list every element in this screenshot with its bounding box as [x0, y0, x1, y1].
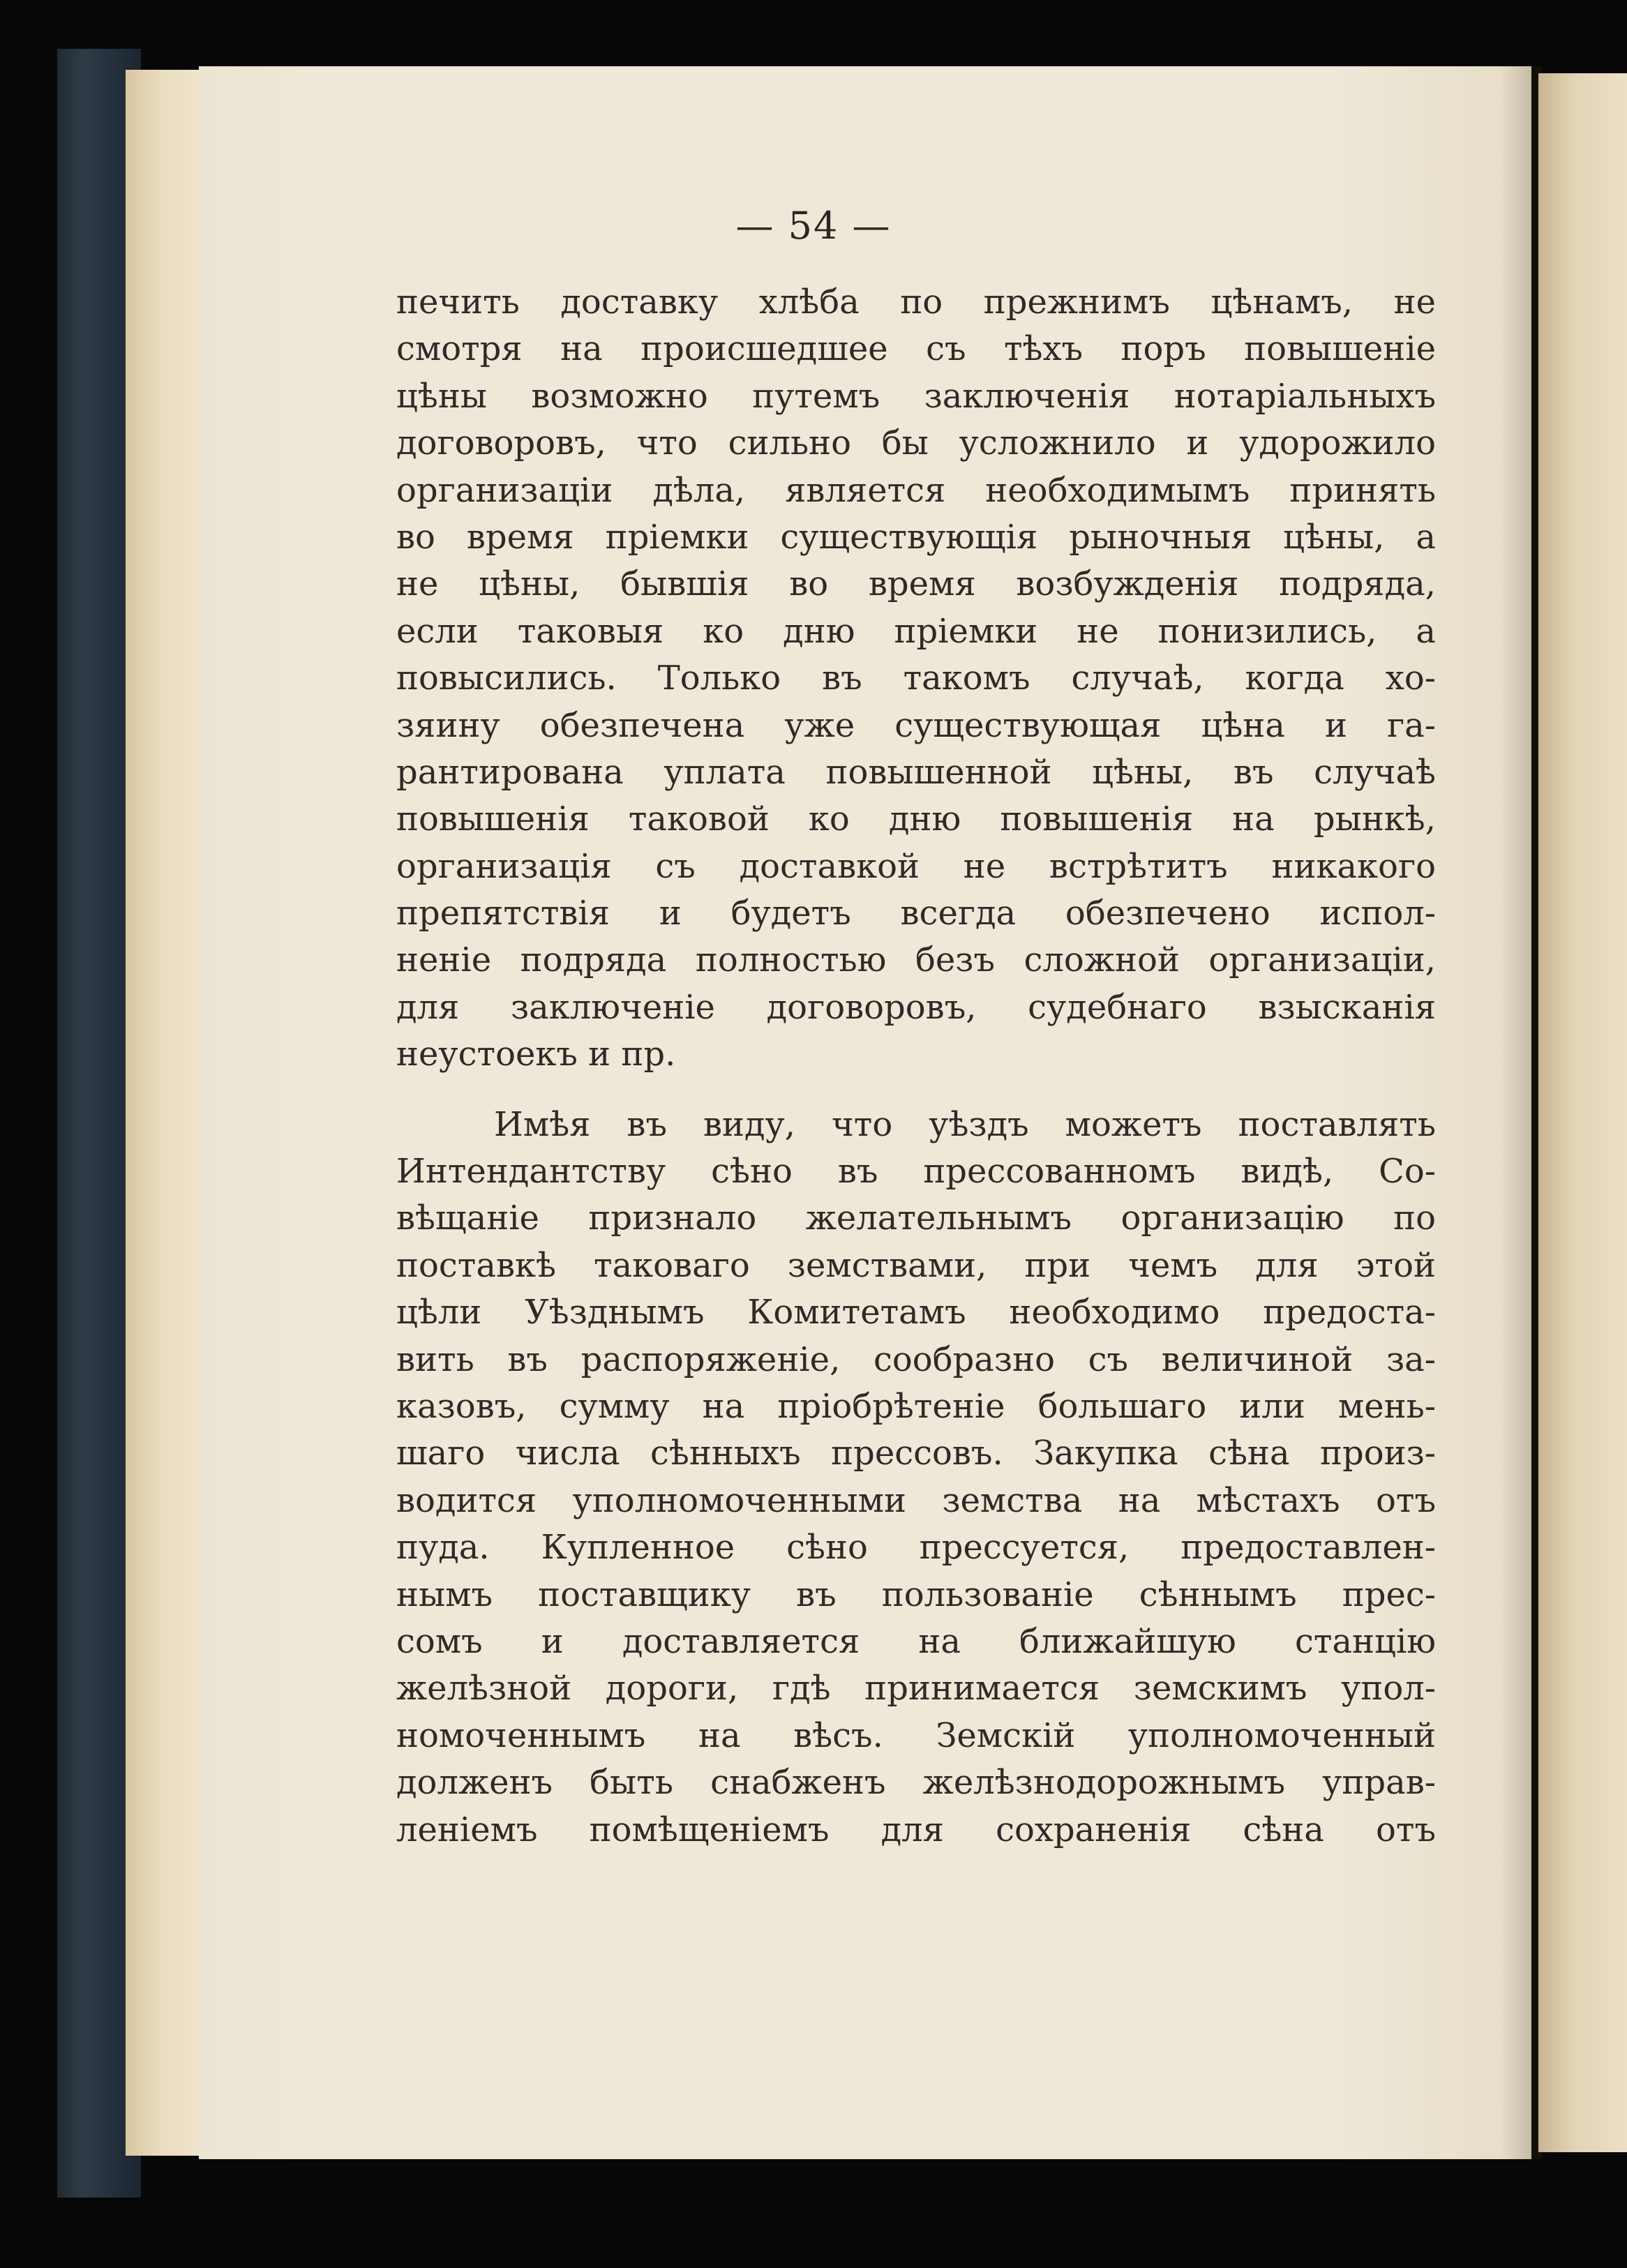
text-line: смотря на происшедшее съ тѣхъ поръ повышеніе: [396, 329, 1436, 369]
text-line: сомъ и доставляется на ближайшую станцію: [396, 1621, 1436, 1661]
text-line: нымъ поставщику въ пользованіе сѣннымъ прес-: [396, 1575, 1436, 1614]
text-line: цѣны возможно путемъ заключенія нотаріальныхъ: [396, 376, 1436, 416]
text-line: неніе подряда полностью безъ сложной организаціи,: [396, 940, 1436, 980]
next-page-edge: [1538, 73, 1627, 2152]
text-line: Интендантству сѣно въ прессованномъ видѣ, Со-: [396, 1152, 1436, 1192]
text-line: поставкѣ таковаго земствами, при чемъ для этой: [396, 1245, 1436, 1285]
text-line: повысились. Только въ такомъ случаѣ, когда хо-: [396, 659, 1436, 698]
text-line: вѣщаніе признало желательнымъ организацію по: [396, 1199, 1436, 1238]
text-line: пуда. Купленное сѣно прессуется, предоставлен-: [396, 1528, 1436, 1568]
text-line: шаго числа сѣнныхъ прессовъ. Закупка сѣна произ-: [396, 1434, 1436, 1473]
text-line: договоровъ, что сильно бы усложнило и удорожило: [396, 423, 1436, 463]
text-line: для заключеніе договоровъ, судебнаго взысканія: [396, 987, 1436, 1027]
text-line: вить въ распоряженіе, сообразно съ величиной за-: [396, 1339, 1436, 1379]
text-line: если таковыя ко дню пріемки не понизились, а: [396, 611, 1436, 651]
text-line: казовъ, сумму на пріобрѣтеніе большаго или мень-: [396, 1386, 1436, 1426]
text-line: долженъ быть снабженъ желѣзнодорожнымъ управ-: [396, 1763, 1436, 1803]
text-line: организаціи дѣла, является необходимымъ принять: [396, 470, 1436, 510]
text-line: повышенія таковой ко дню повышенія на рынкѣ,: [396, 799, 1436, 839]
text-line: водится уполномоченными земства на мѣстахъ отъ: [396, 1480, 1436, 1520]
text-line: желѣзной дороги, гдѣ принимается земскимъ упол-: [396, 1669, 1436, 1708]
gutter-shadow: [1500, 66, 1542, 2159]
text-line: не цѣны, бывшія во время возбужденія подряда,: [396, 564, 1436, 604]
text-line: во время пріемки существующія рыночныя цѣны, а: [396, 517, 1436, 557]
paragraph-spacer: [396, 1079, 1436, 1102]
text-line: рантирована уплата повышенной цѣны, въ случаѣ: [396, 752, 1436, 792]
text-line: печить доставку хлѣба по прежнимъ цѣнамъ, не: [396, 283, 1436, 322]
text-line: зяину обезпечена уже существующая цѣна и га-: [396, 705, 1436, 745]
text-line: препятствія и будетъ всегда обезпечено испол-: [396, 894, 1436, 933]
page-number: — 54 —: [735, 204, 892, 248]
text-line: леніемъ помѣщеніемъ для сохраненія сѣна отъ: [396, 1810, 1436, 1849]
text-line: Имѣя въ виду, что уѣздъ можетъ поставлять: [494, 1104, 1436, 1144]
text-line: организація съ доставкой не встрѣтитъ никакого: [396, 846, 1436, 886]
page-text: [396, 279, 1436, 1854]
text-line: неустоекъ и пр.: [396, 1035, 676, 1074]
text-line: номоченнымъ на вѣсъ. Земскій уполномоченный: [396, 1715, 1436, 1755]
page-stack-edge: [126, 70, 206, 2156]
text-line: цѣли Уѣзднымъ Комитетамъ необходимо предоста-: [396, 1293, 1436, 1332]
paragraph-2: [396, 1102, 1436, 1854]
paragraph-1: [396, 279, 1436, 1079]
